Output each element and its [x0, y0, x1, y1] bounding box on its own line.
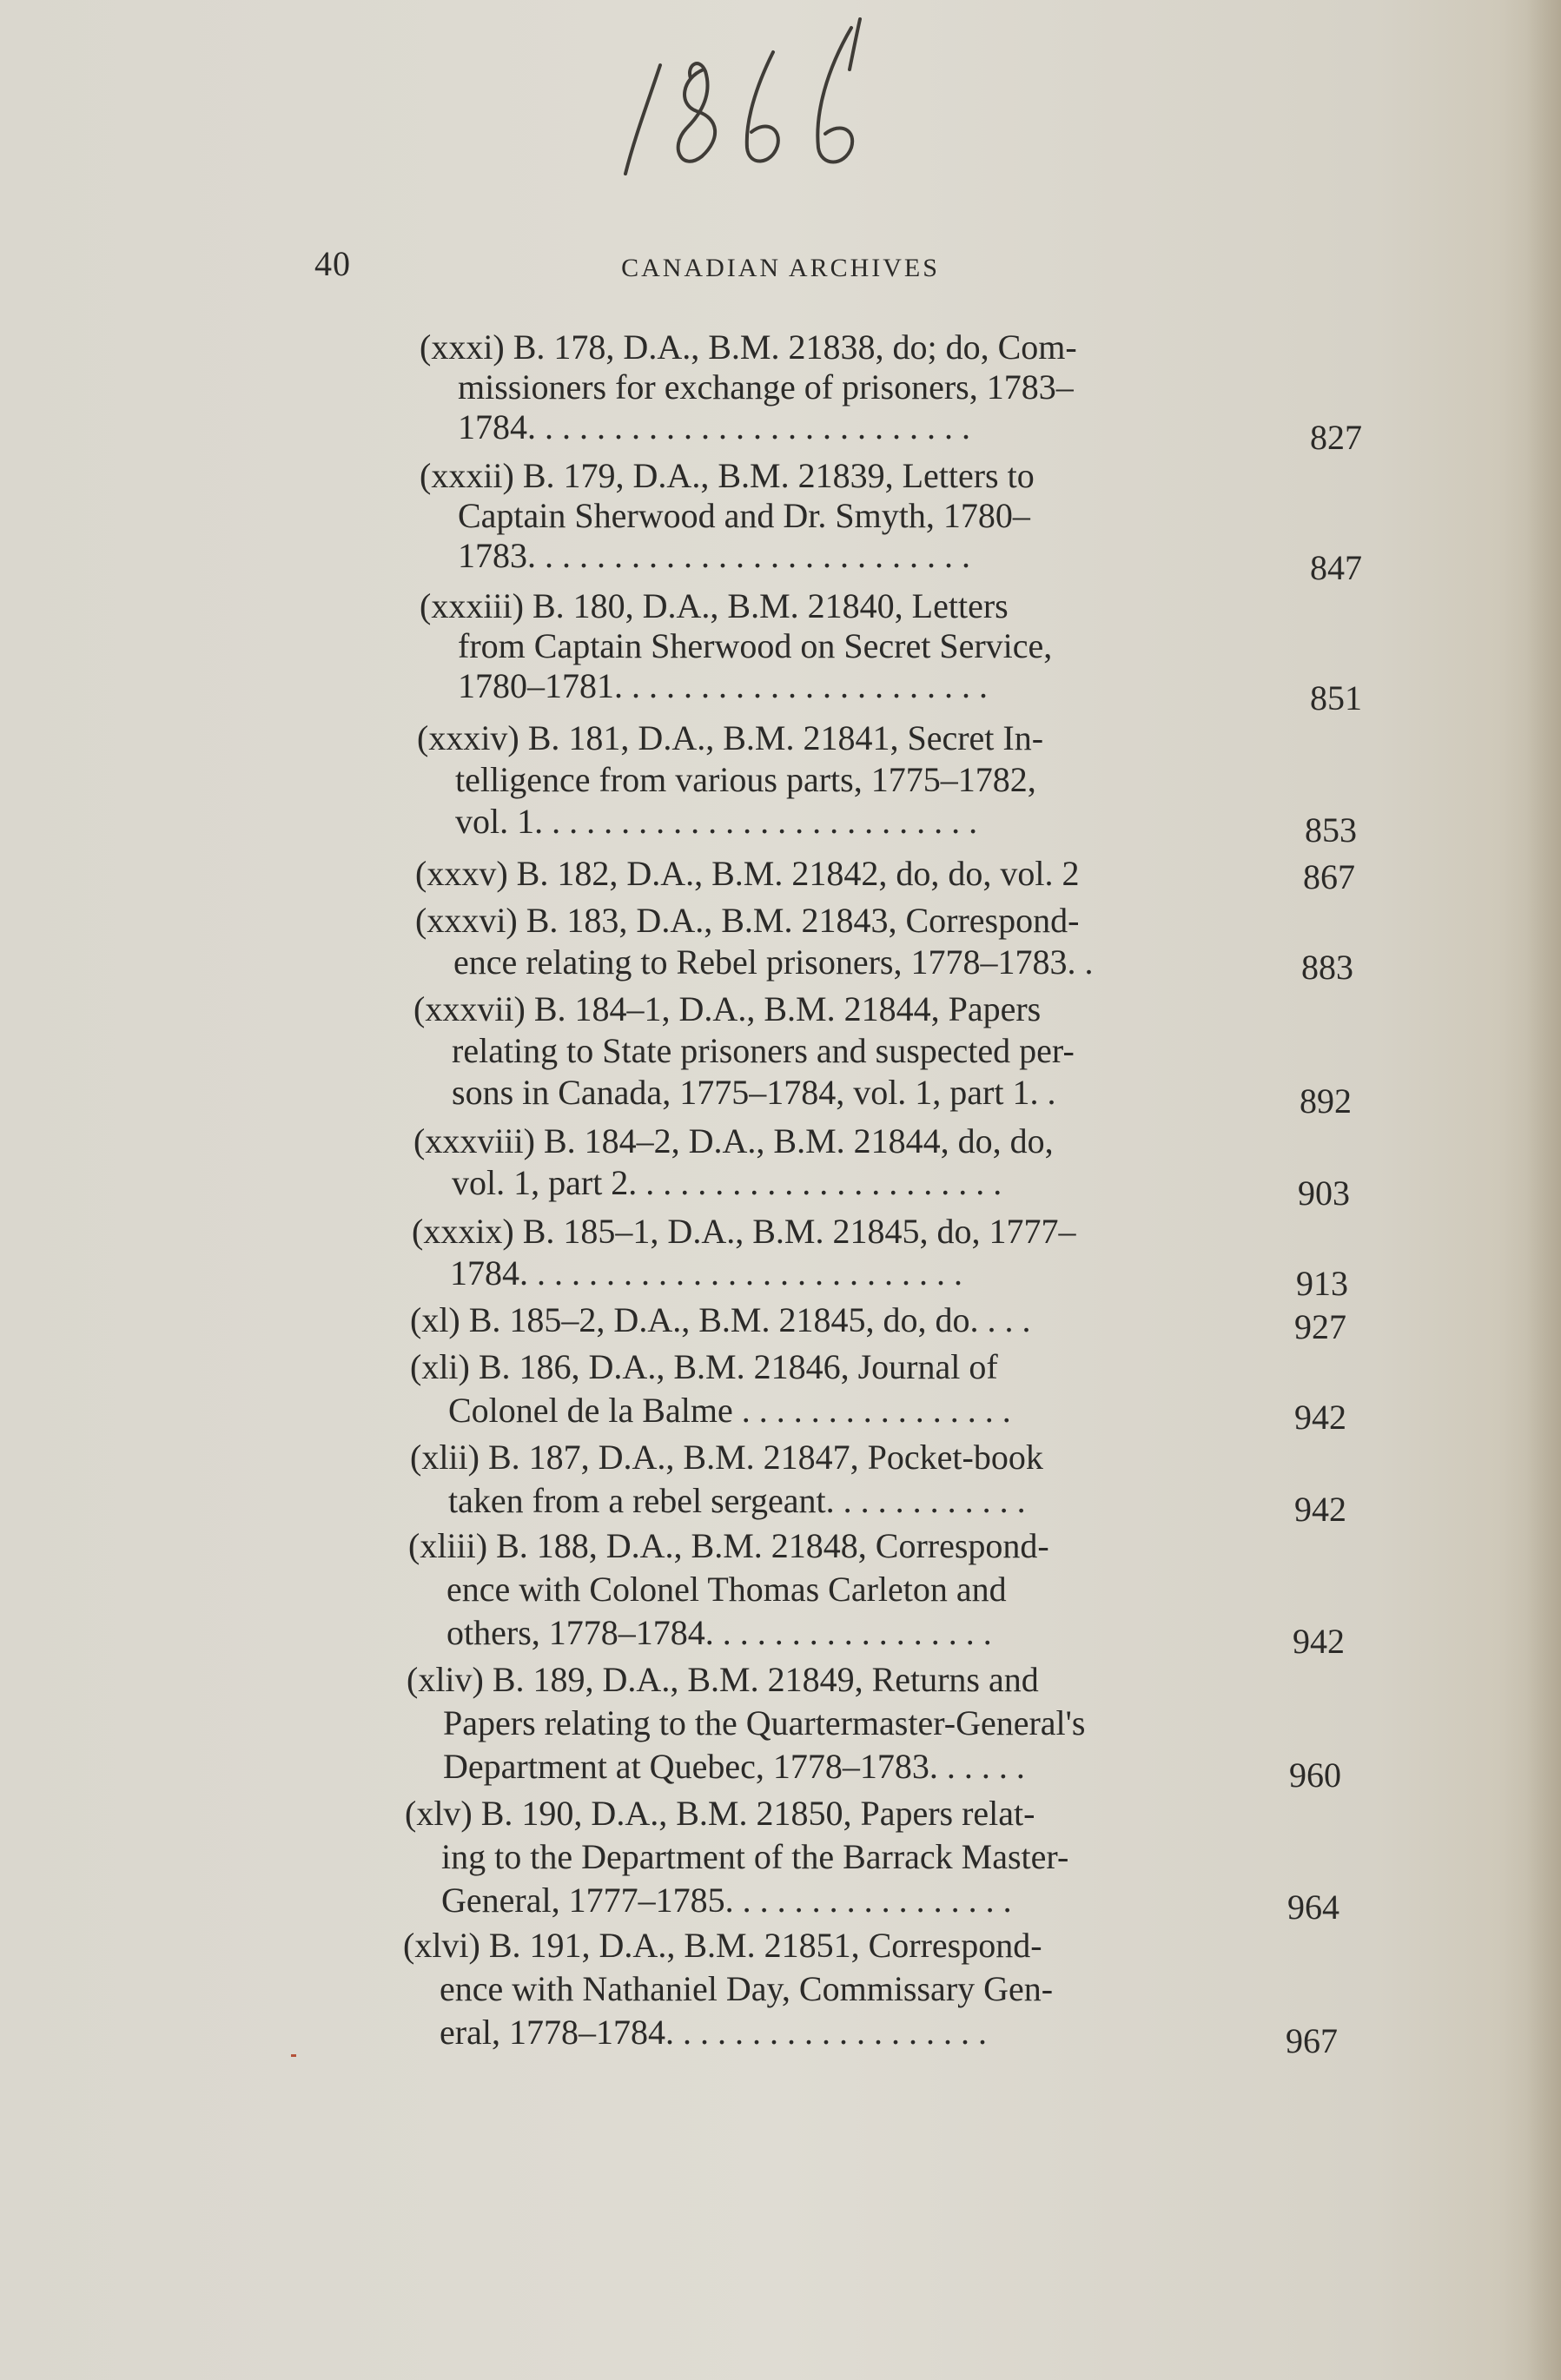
margin-ink-mark [291, 2054, 296, 2057]
entry-page-ref: 964 [1287, 1887, 1339, 1927]
entry-page-ref: 942 [1294, 1398, 1346, 1437]
page-number: 40 [314, 244, 351, 283]
entry-page-ref: 892 [1300, 1081, 1352, 1121]
entry-line: 1783. . . . . . . . . . . . . . . . . . . . . . . . . . [458, 536, 970, 575]
entry-line: 1784. . . . . . . . . . . . . . . . . . . . . . . . . . [458, 407, 970, 446]
entry-line: telligence from various parts, 1775–1782, [455, 760, 1036, 799]
entry-line: Colonel de la Balme . . . . . . . . . . . . . . . . [448, 1391, 1011, 1430]
entry-line: ing to the Department of the Barrack Master- [441, 1837, 1069, 1876]
entry-line: (xxxix) B. 185–1, D.A., B.M. 21845, do, 1777– [412, 1212, 1076, 1251]
entry-page-ref: 960 [1289, 1755, 1341, 1795]
entry-line: ence with Nathaniel Day, Commissary Gen- [440, 1969, 1054, 2008]
entry-page-ref: 913 [1296, 1264, 1348, 1303]
entry-line: eral, 1778–1784. . . . . . . . . . . . . . . . . . . [440, 2013, 987, 2052]
entry-line: taken from a rebel sergeant. . . . . . . . . . . . [448, 1481, 1026, 1520]
entry-line: (xxxvi) B. 183, D.A., B.M. 21843, Correspond- [415, 901, 1080, 940]
entry-line: from Captain Sherwood on Secret Service, [458, 626, 1053, 665]
entry-line: 1780–1781. . . . . . . . . . . . . . . . . . . . . . [458, 666, 988, 705]
entry-line: (xxxii) B. 179, D.A., B.M. 21839, Letters to [420, 456, 1035, 495]
entry-line: (xlvi) B. 191, D.A., B.M. 21851, Correspond- [403, 1926, 1042, 1965]
entry-page-ref: 883 [1301, 948, 1353, 987]
entry-line: ence relating to Rebel prisoners, 1778–1783. . [453, 942, 1094, 982]
entry-line: (xxxiv) B. 181, D.A., B.M. 21841, Secret In- [417, 718, 1044, 757]
entry-page-ref: 827 [1310, 418, 1362, 457]
entry-line: Papers relating to the Quartermaster-General's [443, 1703, 1086, 1742]
entry-line: (xl) B. 185–2, D.A., B.M. 21845, do, do. . . . [410, 1300, 1031, 1339]
entry-line: ence with Colonel Thomas Carleton and [446, 1570, 1007, 1609]
entry-line: missioners for exchange of prisoners, 1783– [458, 367, 1074, 407]
entry-page-ref: 867 [1303, 857, 1355, 896]
entry-line: others, 1778–1784. . . . . . . . . . . . . . . . . [446, 1613, 992, 1652]
entry-page-ref: 927 [1294, 1307, 1346, 1346]
entry-page-ref: 853 [1305, 810, 1357, 850]
entry-line: (xxxvii) B. 184–1, D.A., B.M. 21844, Papers [413, 989, 1042, 1028]
entry-line: General, 1777–1785. . . . . . . . . . . . . . . . . [441, 1881, 1012, 1920]
entry-line: Captain Sherwood and Dr. Smyth, 1780– [458, 496, 1030, 535]
entry-line: (xxxi) B. 178, D.A., B.M. 21838, do; do, Com- [420, 327, 1077, 367]
entry-line: relating to State prisoners and suspected per- [452, 1031, 1075, 1070]
entry-page-ref: 942 [1293, 1622, 1345, 1661]
entry-line: (xli) B. 186, D.A., B.M. 21846, Journal of [410, 1347, 998, 1386]
entry-line: (xlv) B. 190, D.A., B.M. 21850, Papers relat- [405, 1794, 1035, 1833]
entry-line: vol. 1, part 2. . . . . . . . . . . . . . . . . . . . . . [452, 1163, 1002, 1202]
entry-line: (xxxiii) B. 180, D.A., B.M. 21840, Letters [420, 586, 1009, 625]
entry-line: (xlii) B. 187, D.A., B.M. 21847, Pocket-book [410, 1438, 1043, 1477]
entry-page-ref: 851 [1310, 678, 1362, 717]
entry-line: 1784. . . . . . . . . . . . . . . . . . . . . . . . . . [450, 1253, 962, 1292]
entry-line: vol. 1. . . . . . . . . . . . . . . . . . . . . . . . . . [455, 802, 978, 841]
entry-page-ref: 967 [1286, 2021, 1338, 2060]
entry-line: (xliv) B. 189, D.A., B.M. 21849, Returns and [407, 1660, 1039, 1699]
entry-line: (xxxviii) B. 184–2, D.A., B.M. 21844, do, do, [413, 1121, 1054, 1160]
entry-page-ref: 847 [1310, 548, 1362, 587]
entry-line: (xliii) B. 188, D.A., B.M. 21848, Correspond- [408, 1526, 1049, 1565]
entry-line: sons in Canada, 1775–1784, vol. 1, part 1. . [452, 1073, 1056, 1112]
entry-page-ref: 942 [1294, 1490, 1346, 1529]
entry-line: Department at Quebec, 1778–1783. . . . . . [443, 1747, 1025, 1786]
entry-page-ref: 903 [1298, 1173, 1350, 1213]
running-head: CANADIAN ARCHIVES [621, 254, 940, 282]
entry-line: (xxxv) B. 182, D.A., B.M. 21842, do, do, vol. 2 [415, 854, 1080, 893]
